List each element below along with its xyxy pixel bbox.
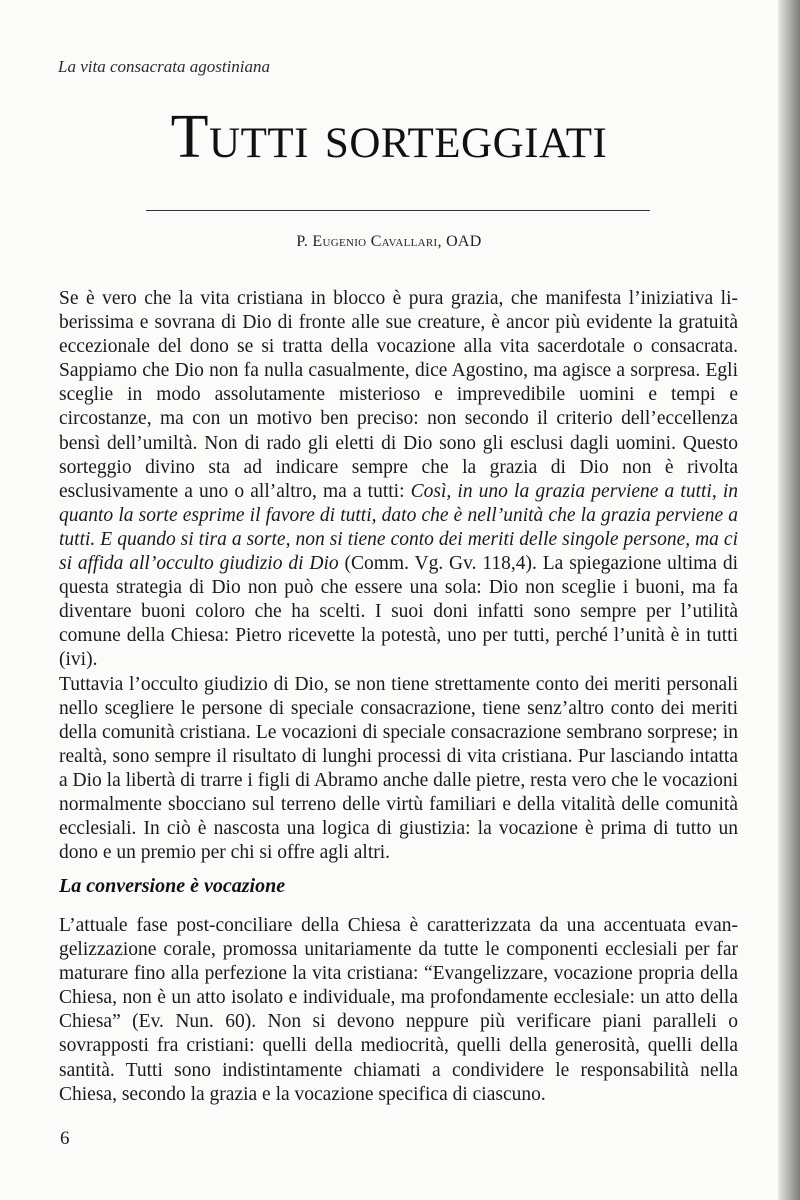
title-divider [146,210,650,211]
paragraph-3: L’attuale fase post-conciliare della Chiesa è caratterizzata da una accentuata evangelizzazione corale, promossa unitariamente da tutte le componenti ecclesiali per far maturare fino alla perfezione la vita cristiana: “Evangelizzare, vocazione propria della Chiesa, non è un atto isolato e individuale, ma profondamente ecclesiale: un atto della Chiesa” (Ev. Nun. 60). Non si devono neppure più verificare piani paralleli o sovrapposti fra cristiani: quelli della mediocrità, quelli della generosità, quelli della santità. Tutti sono indistintamente chiamati a condividere le responsabilità nella Chiesa, secondo la grazia e la vocazione specifica di ciascuno. [59,915,738,1105]
paragraph-1 [59,287,738,673]
article-title: Tutti sorteggiati [170,103,608,171]
article-body [59,287,738,865]
running-head: La vita consacrata agostiniana [58,57,271,76]
augustine-quote: Così, in uno la grazia perviene a tutti, in quanto la sorte esprime il favore di tutti, dato che è nell’unità che la grazia perviene a tutti. E quando si tira a sorte, non si tiene conto dei meriti delle singole persone, ma ci si affida all’occulto giudizio di Dio [59,480,738,575]
author-line: P. Eugenio Cavallari, OAD [296,233,482,250]
section-body [59,914,738,1107]
page-edge-shadow [778,0,800,1200]
page-number: 6 [60,1128,70,1149]
paragraph-1-text: Se è vero che la vita cristiana in blocco è pura grazia, che manifesta l’iniziativa liberissima e sovrana di Dio di fronte alle sue creature, è ancor più evidente la gratuità eccezionale del dono se si tratta della vocazione alla vita sacerdotale o consacrata. Sappiamo che Dio non fa nulla casualmente, dice Agostino, ma agisce a sorpresa. Egli sceglie in modo assolutamente misterioso e imprevedibile uomini e tempi e circostanze, ma con un motivo ben preciso: non secondo il criterio dell’eccellenza bensì dell’umiltà. Non di rado gli eletti di Dio sono gli esclusi dagli uomini. Questo sorteggio divino sta ad indicare sempre che la grazia di Dio non è rivolta esclusivamente a uno o all’altro, ma a tutti: [59,288,738,502]
paragraph-2: Tuttavia l’occulto giudizio di Dio, se non tiene strettamente conto dei meriti personali nello scegliere le persone di speciale consacrazione, tiene senz’altro conto dei meriti della comunità cristiana. Le vocazioni di speciale consacrazione sembrano sorprese; in realtà, sono sempre il risultato di lunghi processi di vita cristiana. Pur lasciando intatta a Dio la libertà di trarre i figli di Abramo anche dalle pietre, resta vero che le vocazioni normalmente sbocciano sul terreno delle virtù familiari e della vitalità delle comunità ecclesiali. In ciò è nascosta una logica di giustizia: la vocazione è prima di tutto un dono e un premio per chi si offre agli altri. [59,673,738,864]
section-heading: La conversione è vocazione [59,875,286,897]
paragraph-1-text-cont: (Comm. Vg. Gv. 118,4). La spiegazione ultima di questa strategia di Dio non può che essere una sola: Dio non sceglie i buoni, ma fa diventare buoni coloro che ha scelti. I suoi doni infatti sono sempre per l’utilità comune della Chiesa: Pietro ricevette la potestà, uno per tutti, perché l’unità è in tutti (ivi). [59,553,738,671]
